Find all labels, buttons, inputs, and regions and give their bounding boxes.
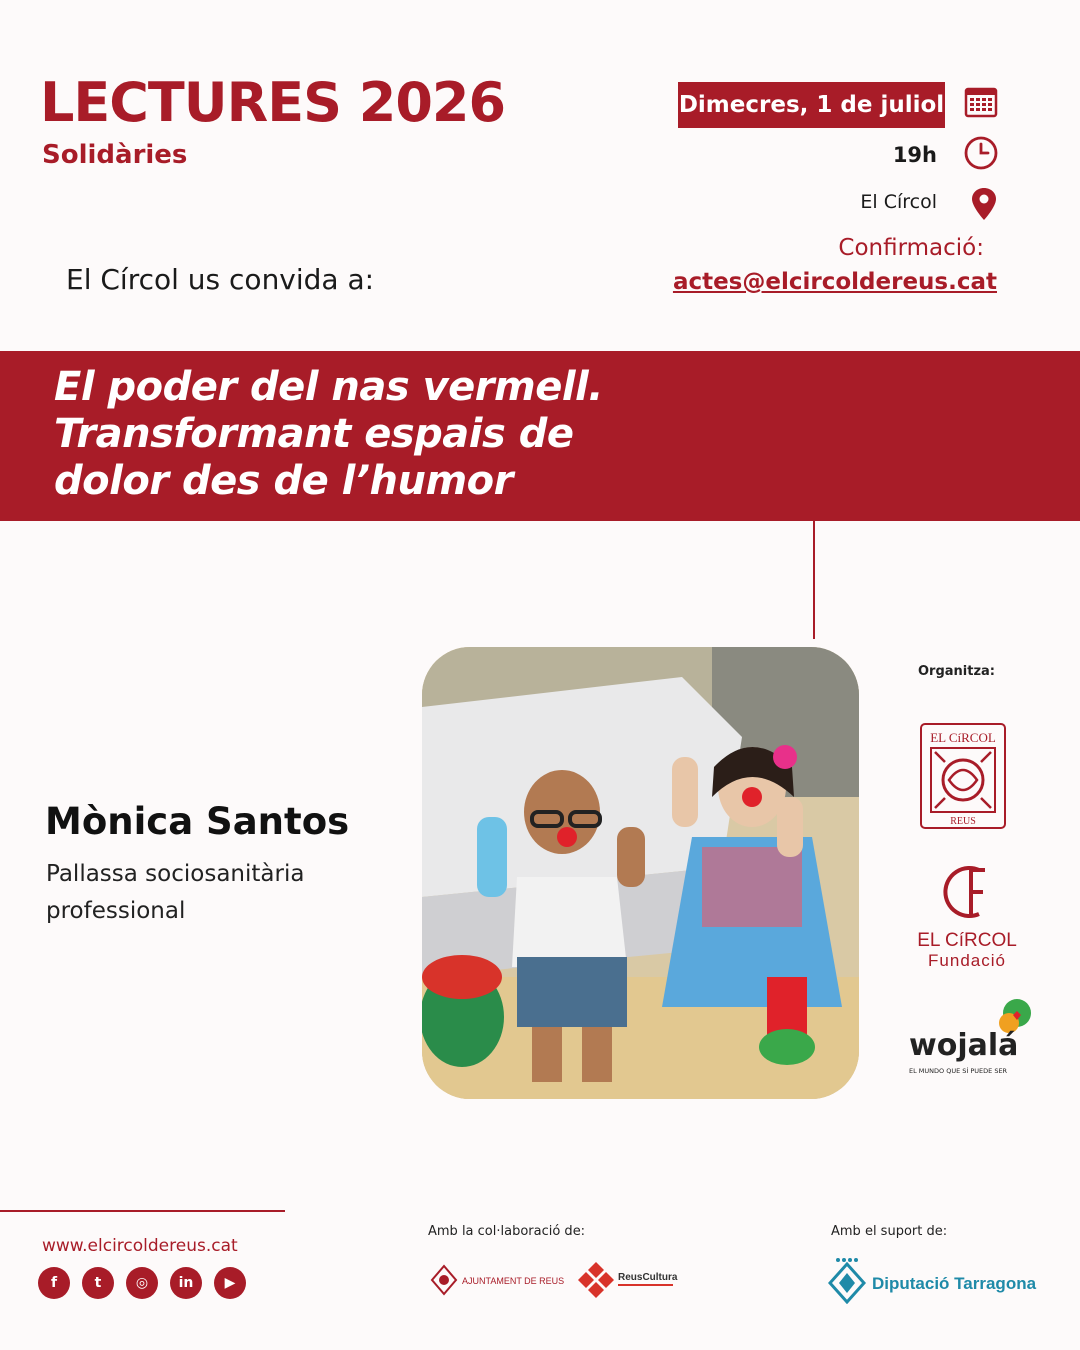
- speaker-role: Pallassa sociosanitària professional: [46, 861, 305, 924]
- svg-text:wojalá: wojalá: [909, 1028, 1019, 1063]
- svg-text:EL MUNDO QUE SÍ PUEDE SER: EL MUNDO QUE SÍ PUEDE SER: [909, 1067, 1008, 1075]
- event-title-line: Transformant espais de: [54, 411, 574, 457]
- footer-divider: [0, 1210, 285, 1212]
- el-circol-fundacio-logo: [915, 860, 1020, 970]
- ajuntament-de-reus-logo: [430, 1264, 565, 1296]
- divider-line: [813, 521, 815, 639]
- rsvp-label: Confirmació:: [838, 235, 984, 261]
- series-title: LECTURES 2026: [40, 71, 506, 134]
- event-title-line: El poder del nas vermell.: [54, 364, 603, 410]
- calendar-icon: [963, 84, 999, 120]
- collaboration-label: Amb la col·laboració de:: [428, 1224, 586, 1239]
- speaker-name: Mònica Santos: [45, 800, 350, 843]
- diputacio-tarragona-logo: [828, 1256, 1038, 1304]
- speaker-photo: [422, 647, 859, 1099]
- date-badge: Dimecres, 1 de juliol: [678, 82, 945, 128]
- el-circol-reus-logo: [919, 722, 1007, 830]
- svg-text:EL CíRCOL: EL CíRCOL: [917, 930, 1017, 951]
- linkedin-icon[interactable]: in: [170, 1267, 202, 1299]
- svg-text:AJUNTAMENT DE REUS: AJUNTAMENT DE REUS: [462, 1276, 565, 1286]
- rsvp-email-link[interactable]: actes@elcircoldereus.cat: [672, 269, 997, 295]
- svg-text:REUS: REUS: [950, 816, 976, 827]
- reuscultura-logo: [578, 1260, 688, 1300]
- svg-text:Fundació: Fundació: [928, 951, 1006, 970]
- twitter-icon[interactable]: t: [82, 1267, 114, 1299]
- support-label: Amb el suport de:: [831, 1224, 948, 1239]
- event-time: 19h: [892, 143, 937, 167]
- location-pin-icon: [966, 186, 1002, 222]
- event-title-line: dolor des de l’humor: [54, 458, 513, 504]
- organizers-label: Organitza:: [918, 664, 996, 679]
- wojala-logo: [905, 995, 1040, 1077]
- website-link[interactable]: www.elcircoldereus.cat: [42, 1236, 238, 1256]
- svg-text:EL CíRCOL: EL CíRCOL: [930, 730, 996, 745]
- clock-icon: [963, 135, 999, 171]
- invite-text: El Círcol us convida a:: [66, 263, 375, 296]
- social-links: [38, 1267, 246, 1299]
- youtube-icon[interactable]: ▶: [214, 1267, 246, 1299]
- facebook-icon[interactable]: f: [38, 1267, 70, 1299]
- instagram-icon[interactable]: ◎: [126, 1267, 158, 1299]
- svg-text:Diputació Tarragona: Diputació Tarragona: [872, 1274, 1037, 1293]
- svg-text:ReusCultura: ReusCultura: [618, 1272, 678, 1283]
- event-title: [54, 364, 814, 505]
- series-subtitle: Solidàries: [42, 140, 188, 170]
- event-place: El Círcol: [860, 191, 937, 213]
